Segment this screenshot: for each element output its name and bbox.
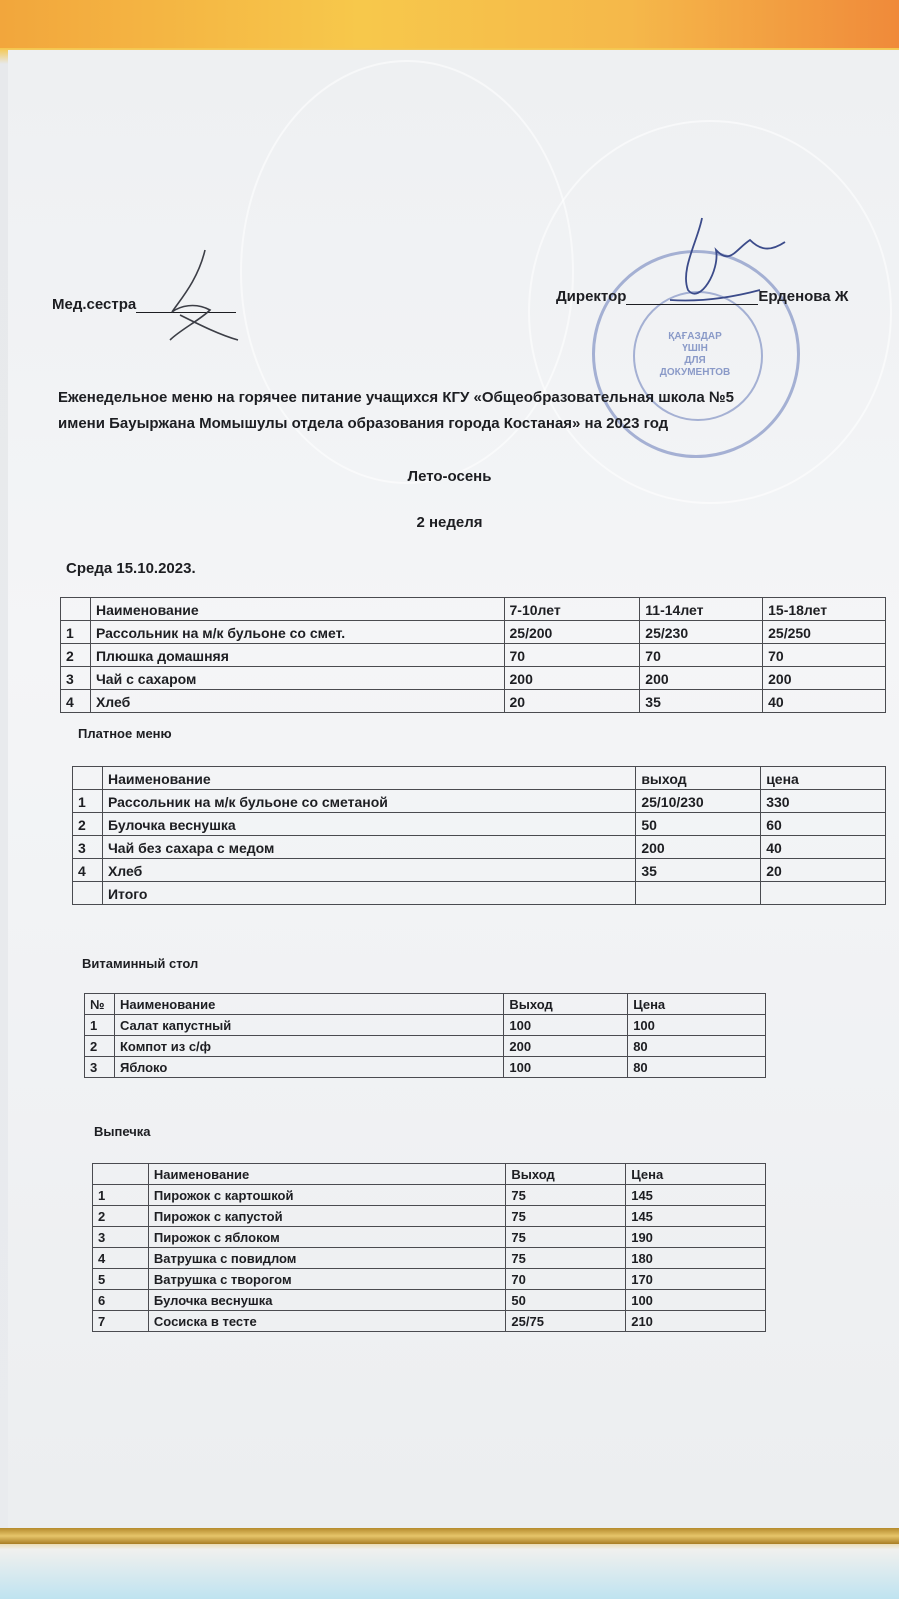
table-cell: 50 <box>506 1290 626 1311</box>
column-header <box>93 1164 149 1185</box>
row-number-cell: 6 <box>93 1290 149 1311</box>
table-row <box>73 836 886 859</box>
column-header: 7-10лет <box>504 598 640 621</box>
table-cell: 100 <box>626 1290 766 1311</box>
table-cell: 25/75 <box>506 1311 626 1332</box>
column-header: Выход <box>504 994 628 1015</box>
column-header: 15-18лет <box>763 598 886 621</box>
free-menu-table <box>60 597 886 713</box>
table-cell: 70 <box>763 644 886 667</box>
table-cell: Салат капустный <box>114 1015 503 1036</box>
table-cell <box>761 882 886 905</box>
table-cell: 25/250 <box>763 621 886 644</box>
frame-top-edge <box>0 0 899 48</box>
table-cell: Рассольник на м/к бульоне со смет. <box>90 621 504 644</box>
director-label: Директор <box>556 288 627 305</box>
table-cell: 80 <box>628 1057 766 1078</box>
column-header: Выход <box>506 1164 626 1185</box>
row-number-cell: 4 <box>93 1248 149 1269</box>
document-title <box>58 385 888 437</box>
column-header: цена <box>761 767 886 790</box>
row-number-cell: 5 <box>93 1269 149 1290</box>
row-number-cell: 2 <box>85 1036 115 1057</box>
table-cell: 180 <box>626 1248 766 1269</box>
table-cell: 75 <box>506 1206 626 1227</box>
paid-menu-label: Платное меню <box>78 726 172 741</box>
column-header <box>73 767 103 790</box>
table-cell: 35 <box>640 690 763 713</box>
column-header: Наименование <box>90 598 504 621</box>
table-header-row <box>73 767 886 790</box>
table-row <box>93 1248 766 1269</box>
table-header-row <box>61 598 886 621</box>
table-cell: 70 <box>506 1269 626 1290</box>
row-number-cell: 1 <box>73 790 103 813</box>
table-header-row <box>85 994 766 1015</box>
table-cell: Булочка веснушка <box>148 1290 505 1311</box>
table-cell: Сосиска в тесте <box>148 1311 505 1332</box>
table-cell: 60 <box>761 813 886 836</box>
row-number-cell: 1 <box>61 621 91 644</box>
table-cell: 25/10/230 <box>636 790 761 813</box>
row-number-cell: 4 <box>73 859 103 882</box>
table-cell: 200 <box>763 667 886 690</box>
table-cell: 200 <box>636 836 761 859</box>
table-row <box>93 1290 766 1311</box>
table-cell: 35 <box>636 859 761 882</box>
row-number-cell: 3 <box>73 836 103 859</box>
table-cell: 20 <box>504 690 640 713</box>
table-cell: 170 <box>626 1269 766 1290</box>
column-header: Наименование <box>114 994 503 1015</box>
table-cell: 40 <box>763 690 886 713</box>
table-cell: 75 <box>506 1185 626 1206</box>
row-number-cell: 1 <box>93 1185 149 1206</box>
table-cell: 75 <box>506 1248 626 1269</box>
table-cell: 80 <box>628 1036 766 1057</box>
title-line-2: имени Бауыржана Момышулы отдела образования города Костаная» на 2023 год <box>58 415 669 432</box>
table-cell: Рассольник на м/к бульоне со сметаной <box>102 790 635 813</box>
paid-menu-table <box>72 766 886 905</box>
table-cell: Яблоко <box>114 1057 503 1078</box>
table-cell: 100 <box>504 1015 628 1036</box>
table-cell: 200 <box>504 1036 628 1057</box>
frame-bottom-rail <box>0 1528 899 1544</box>
table-cell: Пирожок с картошкой <box>148 1185 505 1206</box>
week-label: 2 неделя <box>416 514 483 531</box>
row-number-cell: 4 <box>61 690 91 713</box>
table-cell: Плюшка домашняя <box>90 644 504 667</box>
table-cell: 40 <box>761 836 886 859</box>
director-name: Ерденова Ж <box>758 288 849 305</box>
table-cell: 330 <box>761 790 886 813</box>
table-cell: 70 <box>640 644 763 667</box>
table-row <box>73 882 886 905</box>
table-cell: 190 <box>626 1227 766 1248</box>
table-row <box>93 1185 766 1206</box>
table-row <box>61 621 886 644</box>
table-cell: 200 <box>640 667 763 690</box>
table-cell: Итого <box>102 882 635 905</box>
table-row <box>85 1036 766 1057</box>
table-row <box>93 1311 766 1332</box>
table-cell: Пирожок с яблоком <box>148 1227 505 1248</box>
column-header: 11-14лет <box>640 598 763 621</box>
table-cell: Компот из с/ф <box>114 1036 503 1057</box>
row-number-cell: 1 <box>85 1015 115 1036</box>
table-cell: 50 <box>636 813 761 836</box>
row-number-cell: 2 <box>61 644 91 667</box>
table-cell: Чай без сахара с медом <box>102 836 635 859</box>
column-header: № <box>85 994 115 1015</box>
table-cell: Пирожок с капустой <box>148 1206 505 1227</box>
table-cell: Ватрушка с повидлом <box>148 1248 505 1269</box>
nurse-signature <box>150 240 250 350</box>
column-header: Наименование <box>148 1164 505 1185</box>
table-header-row <box>93 1164 766 1185</box>
table-cell: 200 <box>504 667 640 690</box>
table-row <box>93 1227 766 1248</box>
table-row <box>61 644 886 667</box>
vitamin-table <box>84 993 766 1078</box>
column-header: Цена <box>626 1164 766 1185</box>
stamp-text: ҚАҒАЗДАР ҮШІН ДЛЯ ДОКУМЕНТОВ <box>659 331 731 378</box>
row-number-cell: 3 <box>61 667 91 690</box>
table-row <box>93 1269 766 1290</box>
table-row <box>93 1206 766 1227</box>
column-header: Наименование <box>102 767 635 790</box>
table-row <box>61 690 886 713</box>
table-cell: 210 <box>626 1311 766 1332</box>
nurse-label: Мед.сестра <box>52 296 137 313</box>
column-header <box>61 598 91 621</box>
table-cell: 75 <box>506 1227 626 1248</box>
table-cell: Ватрушка с творогом <box>148 1269 505 1290</box>
table-row <box>73 790 886 813</box>
bakery-label: Выпечка <box>94 1124 151 1139</box>
table-cell: 100 <box>628 1015 766 1036</box>
day-date: Среда 15.10.2023. <box>66 560 196 577</box>
table-cell: 145 <box>626 1206 766 1227</box>
table-row <box>73 859 886 882</box>
season-label: Лето-осень <box>407 468 492 485</box>
table-cell <box>636 882 761 905</box>
table-row <box>85 1057 766 1078</box>
row-number-cell: 2 <box>93 1206 149 1227</box>
column-header: выход <box>636 767 761 790</box>
bakery-table <box>92 1163 766 1332</box>
table-cell: 25/200 <box>504 621 640 644</box>
table-cell: Хлеб <box>90 690 504 713</box>
row-number-cell: 7 <box>93 1311 149 1332</box>
row-number-cell <box>73 882 103 905</box>
table-cell: Хлеб <box>102 859 635 882</box>
row-number-cell: 2 <box>73 813 103 836</box>
table-cell: 145 <box>626 1185 766 1206</box>
table-cell: 20 <box>761 859 886 882</box>
table-row <box>61 667 886 690</box>
table-row <box>73 813 886 836</box>
row-number-cell: 3 <box>85 1057 115 1078</box>
column-header: Цена <box>628 994 766 1015</box>
table-cell: 100 <box>504 1057 628 1078</box>
director-signature <box>640 210 790 320</box>
table-cell: Чай с сахаром <box>90 667 504 690</box>
table-row <box>85 1015 766 1036</box>
row-number-cell: 3 <box>93 1227 149 1248</box>
table-cell: 25/230 <box>640 621 763 644</box>
title-line-1: Еженедельное меню на горячее питание учащихся КГУ «Общеобразовательная школа №5 <box>58 389 734 406</box>
table-cell: Булочка веснушка <box>102 813 635 836</box>
vitamin-table-label: Витаминный стол <box>82 956 199 971</box>
table-cell: 70 <box>504 644 640 667</box>
